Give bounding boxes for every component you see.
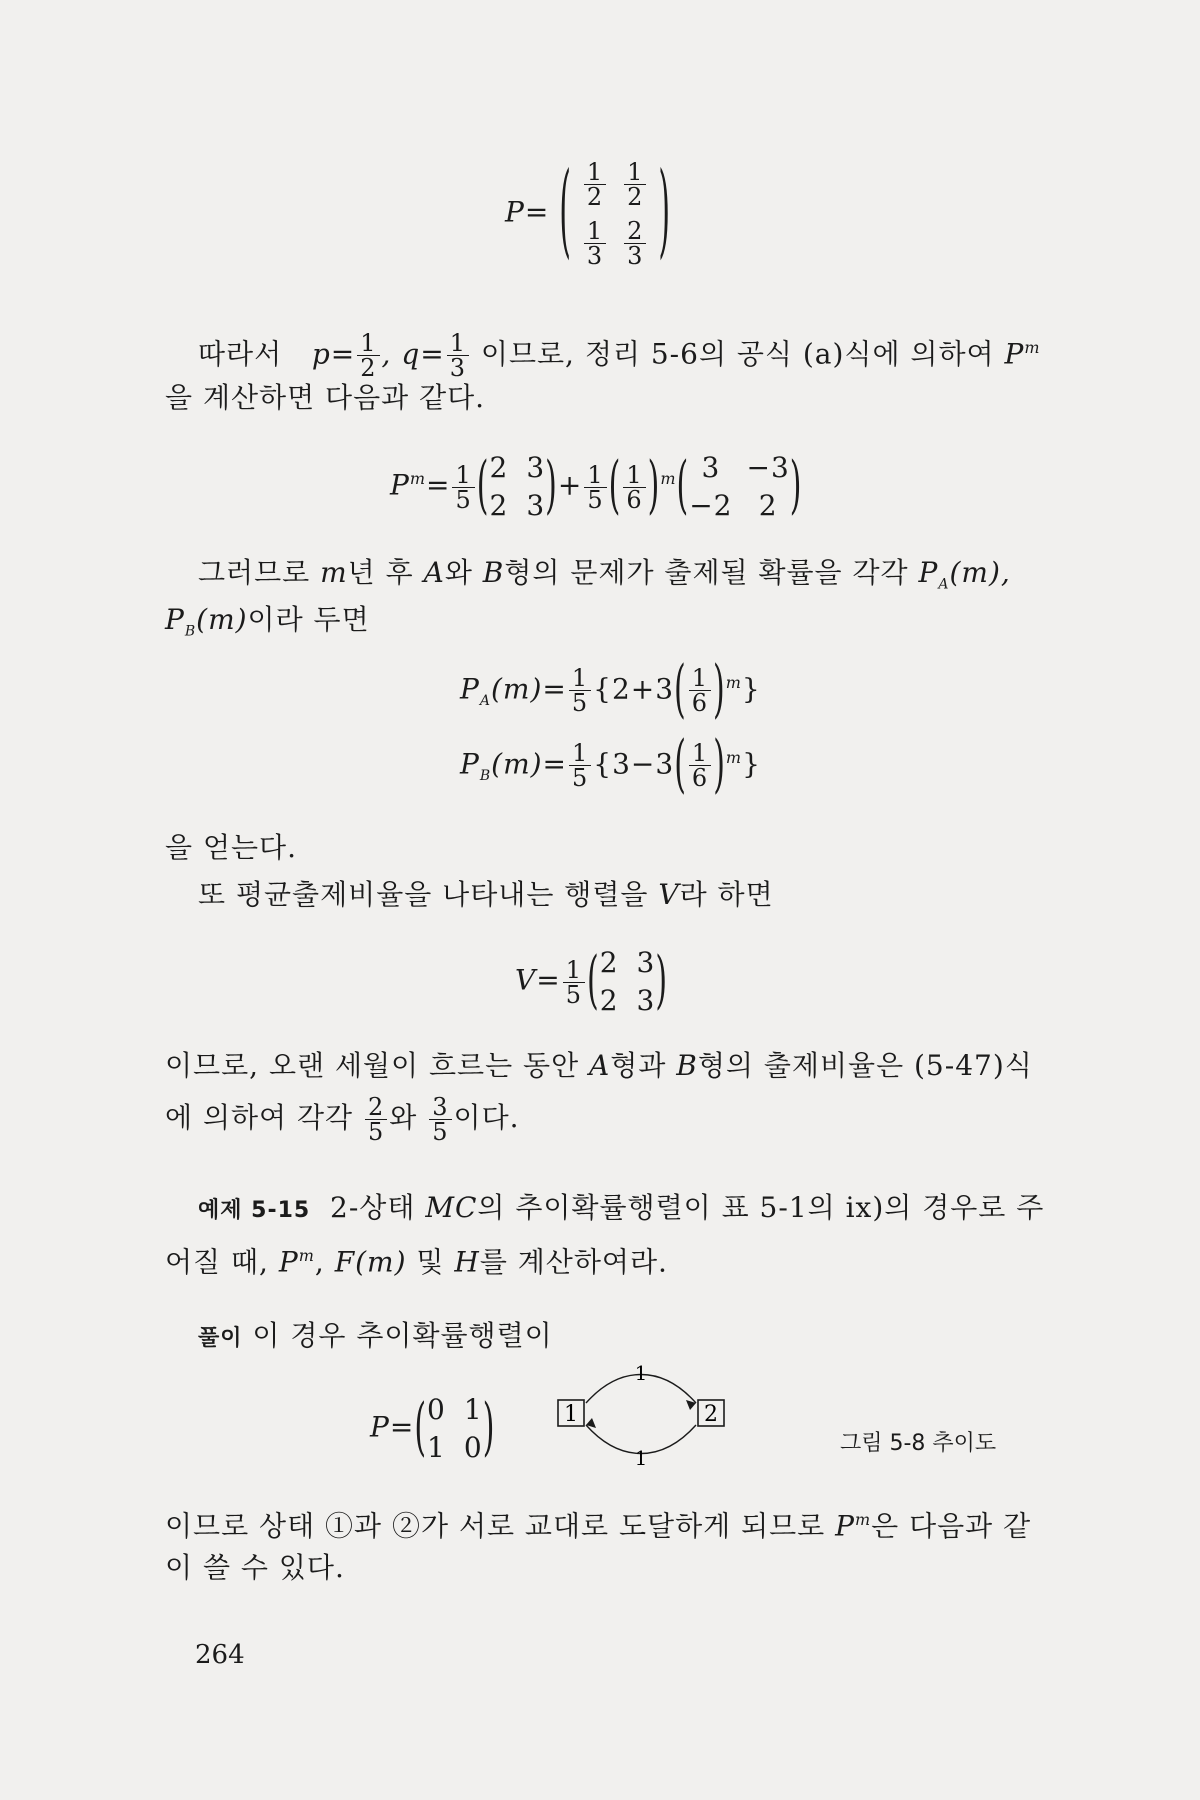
paragraph-2-line-2 — [165, 602, 370, 650]
text: 을 얻는다. — [165, 831, 297, 864]
text: 따라서 — [198, 337, 283, 371]
text: 및 — [416, 1245, 445, 1279]
frac-den: 5 — [571, 689, 589, 718]
right-paren-icon: ) — [655, 944, 669, 1018]
b-symbol: B — [482, 556, 505, 589]
example-line-1 — [198, 1190, 1044, 1229]
text: 이므로, 정리 5-6의 공식 (a)식에 의하여 — [480, 337, 995, 371]
right-paren-icon: ) — [545, 449, 558, 523]
pa-sub: A — [938, 576, 950, 593]
right-paren-icon: ) — [658, 152, 672, 272]
frac-num: 1 — [563, 958, 585, 983]
entry: 3 — [636, 946, 656, 979]
matrix-b — [689, 450, 790, 524]
lhs: P — [460, 672, 480, 706]
left-paren-icon: ( — [559, 152, 572, 272]
pm-symbol: P — [1004, 337, 1025, 371]
b-symbol: B — [676, 1049, 698, 1082]
matrix-swap — [427, 1392, 483, 1466]
caption-text: 그림 5-8 추이도 — [840, 1431, 997, 1456]
frac-den: 5 — [587, 485, 604, 514]
p-expr: p= — [311, 337, 356, 371]
expr-close: } — [741, 672, 761, 706]
text: 형의 출제비율은 (5-47)식 — [697, 1049, 1033, 1082]
lhs: P= — [370, 1410, 415, 1444]
equals: = — [542, 672, 567, 706]
h-symbol: H — [454, 1245, 480, 1279]
v-symbol: V — [658, 878, 680, 911]
page-number-text: 264 — [195, 1640, 245, 1670]
entry: 2 — [599, 946, 619, 979]
left-paren-icon: ( — [674, 728, 687, 802]
frac-num: 1 — [584, 463, 606, 488]
frac-num: 3 — [429, 1095, 451, 1120]
pm-symbol: P — [835, 1509, 855, 1543]
paragraph-2-line-1 — [198, 555, 1011, 603]
right-paren-icon: ) — [482, 1391, 496, 1465]
expr-close: } — [742, 747, 761, 781]
arc-bottom-label: 1 — [634, 1446, 648, 1470]
paragraph-4-line-2 — [165, 1095, 520, 1144]
equation-transition-matrix — [505, 152, 672, 272]
entry-den: 3 — [627, 242, 644, 270]
matrix-v — [600, 945, 656, 1019]
frac-num: 2 — [365, 1095, 387, 1120]
text: 이 쓸 수 있다. — [165, 1551, 345, 1584]
text: 의 추이확률행렬이 표 5-1의 ix)의 경우로 주 — [477, 1191, 1045, 1224]
pb-arg: (m) — [196, 603, 248, 636]
exponent: m — [660, 469, 677, 489]
left-paren-icon: ( — [586, 944, 600, 1018]
text: 이라 두면 — [247, 603, 370, 636]
entry: 2 — [599, 984, 619, 1017]
text: 또 평균출제비율을 나타내는 행렬을 — [198, 878, 649, 911]
text: 이다. — [453, 1101, 520, 1134]
entry-den: 3 — [586, 242, 604, 270]
paragraph-4-line-1 — [165, 1048, 1033, 1084]
matrix-lhs: P= — [505, 195, 550, 229]
frac-den: 6 — [626, 485, 643, 514]
entry: 3 — [636, 984, 656, 1017]
frac-den: 6 — [691, 764, 709, 793]
fm-symbol: F(m) — [334, 1245, 407, 1279]
left-paren-icon: ( — [476, 449, 490, 523]
frac-den: 5 — [565, 980, 582, 1009]
entry-num: 1 — [584, 160, 606, 185]
entry: 2 — [489, 489, 509, 522]
equation-pa — [460, 653, 761, 727]
lhs-sub: A — [479, 692, 491, 709]
frac-num: 1 — [689, 666, 711, 691]
mc-symbol: MC — [425, 1191, 478, 1224]
entry: 3 — [526, 451, 546, 484]
text: 이 경우 추이확률행렬이 — [252, 1319, 553, 1352]
q-expr: , q= — [381, 337, 445, 371]
paragraph-3-line-1 — [165, 830, 297, 866]
equals: = — [542, 747, 568, 781]
state-node-2-label: 2 — [704, 1402, 718, 1427]
entry: −2 — [689, 489, 733, 522]
lhs: V= — [515, 963, 561, 997]
frac-den: 3 — [449, 354, 466, 383]
lhs-arg: (m) — [491, 747, 543, 781]
a-symbol: A — [423, 556, 445, 589]
pb-symbol: P — [165, 603, 185, 636]
frac-num: 1 — [689, 741, 711, 766]
frac-num: 1 — [452, 463, 474, 488]
entry-num: 2 — [624, 219, 646, 244]
paragraph-3-line-2 — [198, 877, 774, 913]
pa-symbol: P — [918, 556, 939, 589]
entry: 1 — [463, 1393, 483, 1426]
frac-num: 1 — [569, 741, 591, 766]
entry-num: 1 — [624, 160, 646, 185]
text: 그러므로 — [198, 556, 311, 589]
entry: 3 — [526, 489, 546, 522]
entry: 0 — [427, 1393, 446, 1426]
expr-open: {3−3 — [593, 747, 675, 781]
frac-num: 1 — [623, 463, 645, 488]
frac-den: 5 — [368, 1118, 385, 1146]
matrix-a — [489, 450, 545, 524]
lhs-arg: (m) — [490, 672, 543, 706]
expr-open: {2+3 — [593, 672, 675, 706]
frac-den: 5 — [455, 485, 472, 514]
left-paren-icon: ( — [674, 653, 687, 727]
text: 라 하면 — [679, 878, 774, 911]
frac-num: 1 — [447, 331, 469, 356]
equation-pb — [460, 728, 761, 802]
text: 이므로, 오랜 세월이 흐르는 동안 — [165, 1049, 580, 1082]
entry: 2 — [489, 451, 509, 484]
frac-den: 6 — [691, 689, 709, 718]
frac-den: 2 — [360, 354, 377, 383]
lhs-sup: m — [409, 469, 427, 489]
example-line-2 — [165, 1238, 668, 1280]
matrix-body — [582, 160, 649, 268]
lhs: P — [390, 468, 410, 502]
solution-line — [198, 1318, 553, 1357]
plus: + — [557, 468, 583, 502]
pm-sup: m — [854, 1510, 872, 1529]
right-paren-icon: ) — [713, 728, 726, 802]
frac-den: 5 — [572, 764, 589, 793]
left-paren-icon: ( — [414, 1391, 428, 1465]
right-paren-icon: ) — [713, 653, 726, 727]
equation-pm — [390, 450, 803, 524]
state-node-1-label: 1 — [564, 1402, 578, 1427]
text: , — [314, 1245, 325, 1279]
pm-sup: m — [1024, 338, 1041, 357]
right-paren-icon: ) — [647, 449, 661, 523]
pa-arg: (m), — [949, 556, 1011, 589]
text: 형의 문제가 출제될 확률을 각각 — [504, 556, 909, 589]
equation-v — [515, 945, 668, 1019]
text: 을 계산하면 다음과 같다. — [165, 381, 486, 414]
text: 어질 때, — [165, 1245, 269, 1279]
text: 형과 — [610, 1049, 667, 1082]
left-paren-icon: ( — [676, 449, 690, 523]
frac-num: 1 — [357, 331, 379, 356]
entry: 1 — [427, 1431, 446, 1464]
frac-den: 5 — [432, 1118, 449, 1146]
text: 2-상태 — [330, 1191, 416, 1224]
example-label: 예제 5-15 — [198, 1198, 311, 1223]
paragraph-5-line-2 — [165, 1550, 345, 1586]
entry: 0 — [463, 1431, 483, 1464]
arc-top-label: 1 — [634, 1361, 648, 1385]
page-number — [195, 1640, 245, 1670]
exponent: m — [725, 673, 742, 692]
pb-sub: B — [184, 623, 197, 640]
entry-den: 2 — [627, 183, 644, 211]
frac-num: 1 — [569, 666, 591, 691]
lhs: P — [460, 747, 480, 781]
a-symbol: A — [589, 1049, 611, 1082]
left-paren-icon: ( — [608, 449, 622, 523]
paragraph-1-line-1 — [198, 329, 1041, 383]
text: 와 — [444, 556, 473, 589]
m-symbol: m — [320, 556, 348, 589]
transition-diagram — [550, 1355, 750, 1475]
equation-p-swap — [370, 1392, 495, 1466]
paragraph-5-line-1 — [165, 1502, 1031, 1544]
figure-caption — [840, 1426, 996, 1457]
text: 를 계산하여라. — [479, 1245, 668, 1279]
lhs-sub: B — [479, 767, 492, 784]
solution-label: 풀이 — [198, 1326, 243, 1351]
exponent: m — [725, 748, 743, 767]
text: 와 — [389, 1101, 418, 1134]
entry: −3 — [746, 451, 790, 484]
pm-symbol: P — [278, 1245, 299, 1279]
entry: 2 — [758, 489, 778, 522]
entry-num: 1 — [584, 219, 606, 244]
text: 은 다음과 같 — [871, 1509, 1032, 1543]
text: 에 의하여 각각 — [165, 1101, 354, 1134]
entry: 3 — [701, 451, 721, 484]
entry-den: 2 — [586, 183, 604, 211]
text: 년 후 — [347, 556, 414, 589]
pm-sup: m — [298, 1246, 315, 1265]
equals: = — [426, 468, 451, 502]
text: 이므로 상태 ①과 ②가 서로 교대로 도달하게 되므로 — [165, 1509, 826, 1543]
right-paren-icon: ) — [789, 449, 803, 523]
paragraph-1-line-2 — [165, 380, 485, 416]
